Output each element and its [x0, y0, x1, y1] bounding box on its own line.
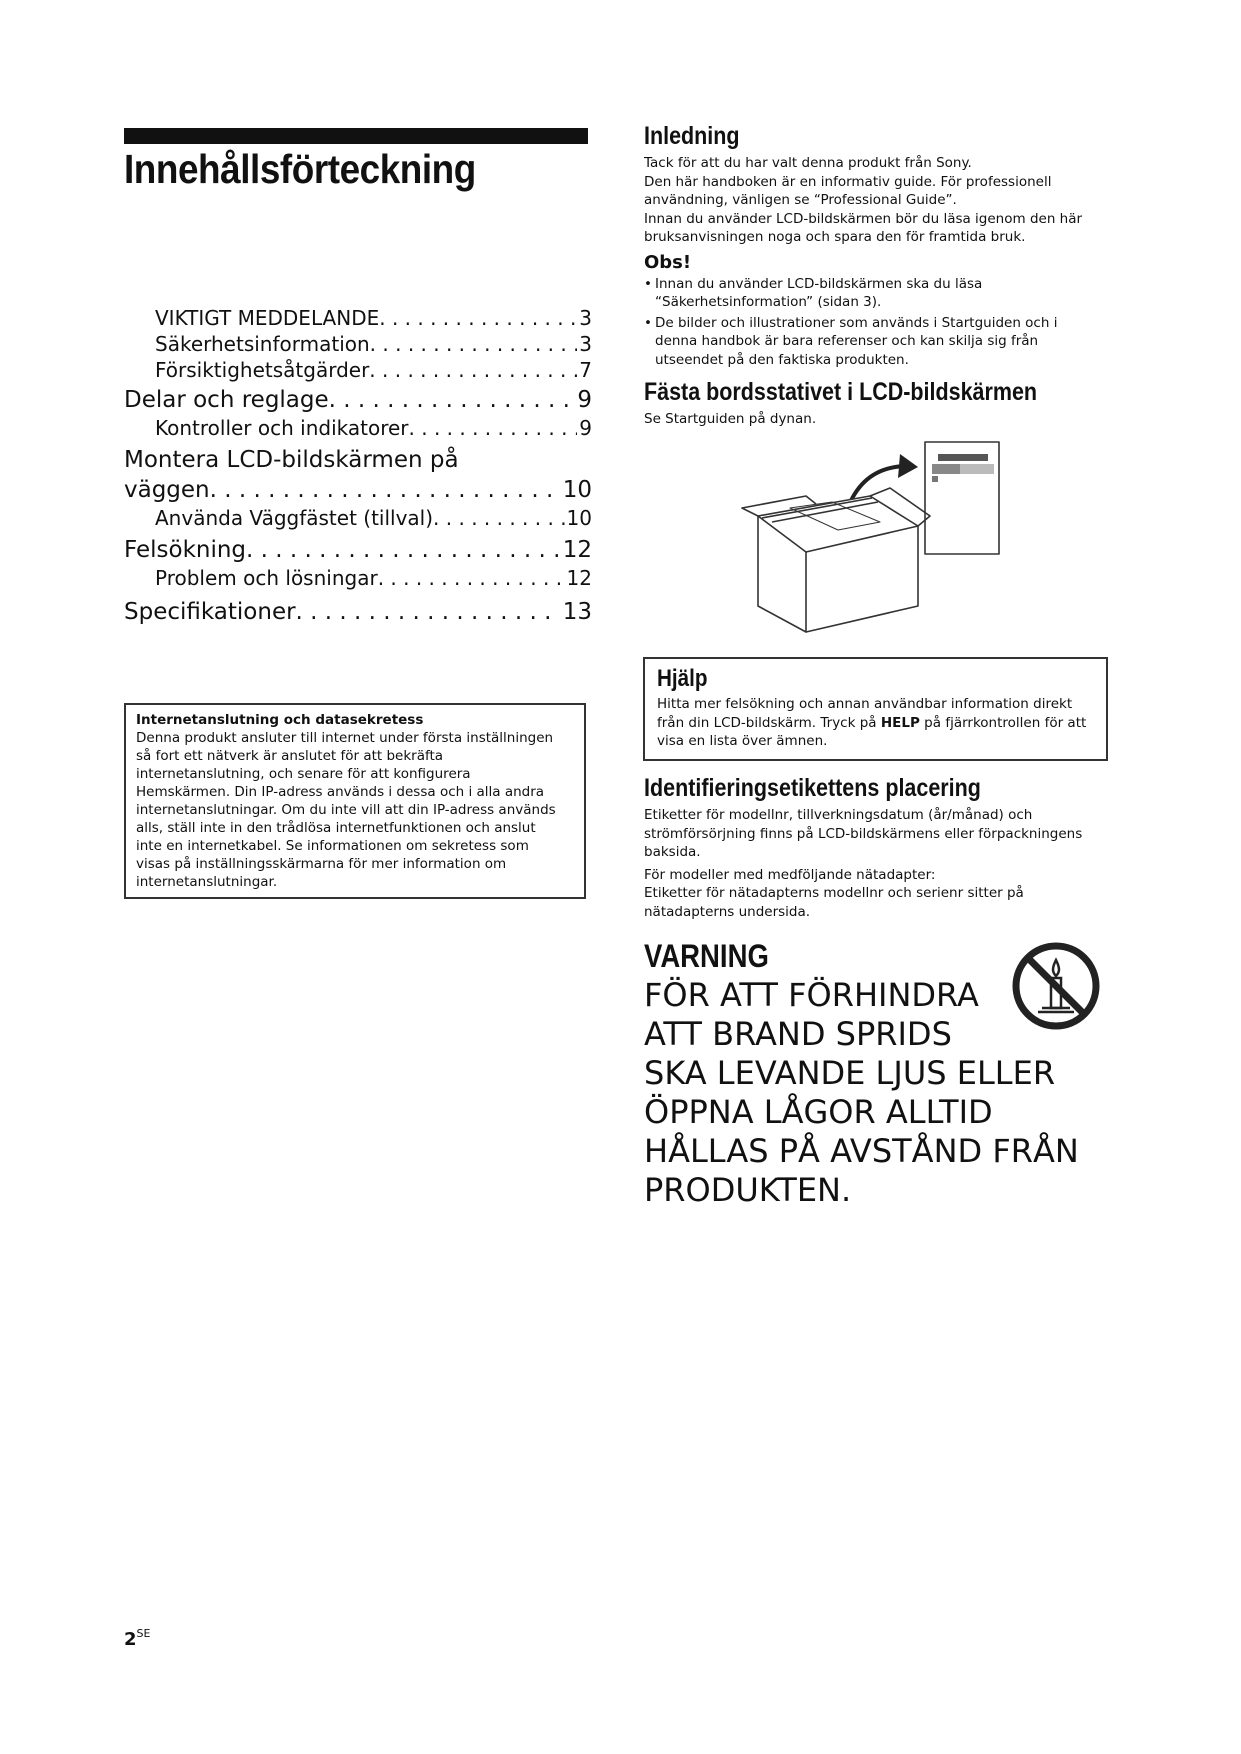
- toc-entry[interactable]: [124, 505, 592, 531]
- note-bullet: • Innan du använder LCD-bildskärmen ska du läsa “Säkerhetsinformation” (sidan 3).: [644, 275, 1112, 312]
- page-number-value: 2: [124, 1629, 137, 1650]
- toc-page: 9: [579, 416, 592, 440]
- toc-entry[interactable]: [124, 535, 592, 565]
- toc-page: 3: [579, 306, 592, 330]
- toc-label: Delar och reglage: [124, 387, 329, 413]
- toc-label: VIKTIGT MEDDELANDE: [155, 306, 380, 330]
- intro-line: Tack för att du har valt denna produkt från Sony.: [644, 155, 972, 171]
- help-key: HELP: [880, 714, 920, 731]
- note-line: denna handbok är bara referenser och kan skilja sig från: [655, 333, 1039, 349]
- title-bar: [124, 128, 588, 144]
- page-title: Innehållsförteckning: [124, 146, 476, 192]
- toc-label: Montera LCD-bildskärmen på: [124, 447, 459, 473]
- note-line: “Säkerhetsinformation” (sidan 3).: [655, 294, 882, 310]
- toc-entry[interactable]: [124, 597, 592, 627]
- label-section: [644, 772, 1112, 921]
- toc-page: 10: [562, 477, 592, 503]
- label-line: För modeller med medföljande nätadapter:: [644, 866, 936, 883]
- label-line: Etiketter för nätadapterns modellnr och serienr sitter på: [644, 885, 1024, 901]
- help-heading: Hjälp: [657, 665, 708, 692]
- note-heading: Obs!: [644, 251, 692, 273]
- toc-label: Problem och lösningar: [155, 566, 378, 590]
- toc-label: Specifikationer: [124, 599, 296, 625]
- note-line: Innan du använder LCD-bildskärmen ska du läsa: [655, 275, 983, 292]
- label-line: Etiketter för modellnr, tillverkningsdatum (år/månad) och: [644, 807, 1033, 823]
- help-line: [657, 714, 1094, 733]
- help-box: [643, 657, 1108, 761]
- label-line: strömförsörjning finns på LCD-bildskärmens eller förpackningens: [644, 825, 1083, 842]
- box-illustration: [740, 436, 1010, 636]
- intro-line: Den här handboken är en informativ guide. För professionell: [644, 173, 1052, 190]
- label-line: baksida.: [644, 844, 701, 860]
- intro-line: bruksanvisningen noga och spara den för framtida bruk.: [644, 229, 1026, 245]
- privacy-line: så fort ett nätverk är anslutet för att bekräfta: [136, 748, 444, 764]
- privacy-heading: Internetanslutning och datasekretess: [136, 712, 424, 728]
- toc-entry[interactable]: [124, 357, 592, 383]
- note-line: utseendet på den faktiska produkten.: [655, 351, 909, 368]
- page-number: [124, 1627, 150, 1650]
- intro-line: Innan du använder LCD-bildskärmen bör du läsa igenom den här: [644, 210, 1083, 227]
- privacy-notice-box: [124, 703, 586, 899]
- note-bullet: • De bilder och illustrationer som används i Startguiden och i denna handbok är bara referenser och kan skilja sig från utseendet på den faktiska produkten.: [644, 314, 1112, 370]
- stand-heading: Fästa bordsstativet i LCD-bildskärmen: [644, 378, 1038, 406]
- stand-section: [644, 376, 1112, 429]
- toc-page: 13: [562, 599, 592, 625]
- toc-entry[interactable]: [124, 331, 592, 357]
- toc-page: 12: [562, 537, 592, 563]
- help-line: Hitta mer felsökning och annan användbar information direkt: [657, 696, 1073, 712]
- toc-page: 7: [579, 358, 592, 382]
- help-line: visa en lista över ämnen.: [657, 733, 828, 749]
- privacy-line: internetanslutningar.: [136, 874, 278, 890]
- toc-entry[interactable]: [124, 445, 592, 505]
- toc-label-cont: väggen: [124, 477, 210, 503]
- intro-heading: Inledning: [644, 122, 740, 150]
- privacy-line: inte en internetkabel. Se informationen om sekretess som: [136, 838, 529, 854]
- page-number-suffix: SE: [136, 1627, 151, 1640]
- toc-label: Säkerhetsinformation: [155, 332, 370, 356]
- privacy-line: internetanslutningar. Om du inte vill att din IP-adress används: [136, 802, 556, 818]
- toc-label: Försiktighetsåtgärder: [155, 358, 370, 382]
- no-open-flame-icon: [1008, 938, 1104, 1034]
- toc-entry[interactable]: [124, 415, 592, 441]
- help-text: från din LCD-bildskärm. Tryck på: [657, 714, 881, 731]
- privacy-line: internetanslutning, och senare för att konfigurera: [136, 766, 471, 782]
- toc-label: Använda Väggfästet (tillval): [155, 506, 434, 530]
- table-of-contents: [124, 305, 592, 627]
- toc-page: 12: [566, 566, 592, 590]
- toc-entry[interactable]: [124, 305, 592, 331]
- intro-line: användning, vänligen se “Professional Guide”.: [644, 192, 957, 208]
- toc-entry[interactable]: [124, 565, 592, 591]
- label-heading: Identifieringsetikettens placering: [644, 774, 981, 802]
- toc-page: 3: [579, 332, 592, 356]
- label-line: nätadapterns undersida.: [644, 903, 811, 920]
- privacy-line: Denna produkt ansluter till internet under första inställningen: [136, 730, 554, 746]
- warning-text: FÖR ATT FÖRHINDRA ATT BRAND SPRIDS SKA LEVANDE LJUS ELLER ÖPPNA LÅGOR ALLTID HÅLLAS PÅ AVSTÅND FRÅN PRODUKTEN.: [644, 976, 1079, 1209]
- warning-heading: VARNING: [644, 938, 769, 974]
- toc-label: Felsökning: [124, 537, 247, 563]
- toc-page: 9: [577, 387, 592, 413]
- stand-text: Se Startguiden på dynan.: [644, 411, 817, 427]
- privacy-line: alls, ställ inte in den trådlösa internetfunktionen och anslut: [136, 820, 536, 836]
- note-line: De bilder och illustrationer som används i Startguiden och i: [655, 314, 1058, 331]
- privacy-line: Hemskärmen. Din IP-adress används i dessa och i alla andra: [136, 784, 545, 800]
- help-text: på fjärrkontrollen för att: [919, 714, 1087, 731]
- toc-entry[interactable]: [124, 385, 592, 415]
- privacy-line: visas på inställningsskärmarna för mer information om: [136, 856, 507, 872]
- toc-label: Kontroller och indikatorer: [155, 416, 409, 440]
- toc-page: 10: [566, 506, 592, 530]
- intro-section: [644, 120, 1112, 369]
